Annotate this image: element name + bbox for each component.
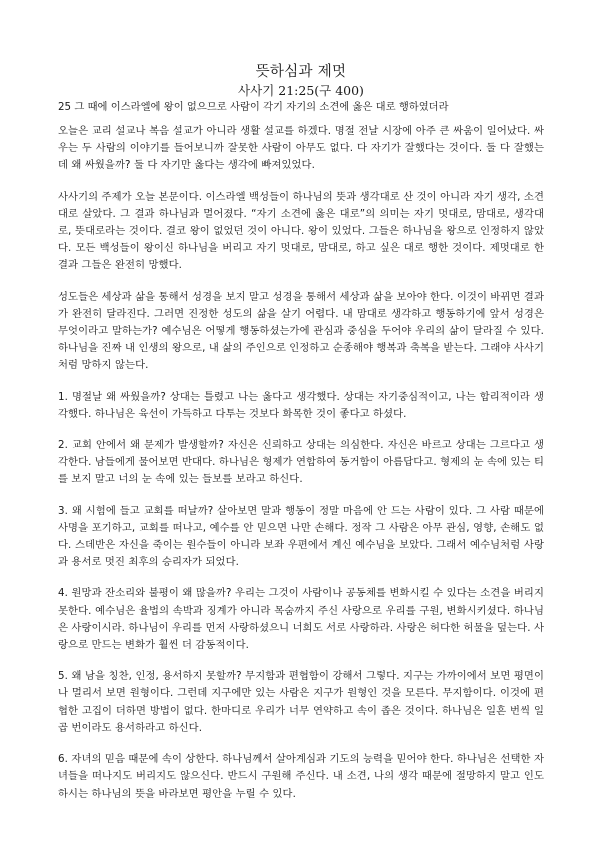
paragraph-point-3: 3. 왜 시험에 들고 교회를 떠날까? 살아보면 말과 행동이 정말 마음에 안 드는 사람이 있다. 그 사람 때문에 사명을 포기하고, 교회를 떠나고, 예수를 안 믿으면 나만 손해다. 정작 그 사람은 아무 관심, 영향, 손해도 없다. 스데반은 자신을 죽이는 원수들이 아니라 보좌 우편에서 계신 예수님을 보았다. 그래서 예수님처럼 사랑과 용서로 멋진 최후의 승리자가 되었다. bbox=[58, 504, 544, 569]
paragraph-scripture-view: 성도들은 세상과 삶을 통해서 성경을 보지 말고 성경을 통해서 세상과 삶을 보아야 한다. 이것이 바뀌면 결과가 완전히 달라진다. 그러면 진정한 성도의 삶을 살기 어렵다. 내 맘대로 생각하고 행동하기에 앞서 성경은 무엇이라고 말하는가? 예수님은 어떻게 행동하셨는가에 관심과 중심을 두어야 우리의 삶이 달라질 수 있다. 하나님을 진짜 내 인생의 왕으로, 내 삶의 주인으로 인정하고 순종해야 행복과 축복을 받는다. 그래야 사사기처럼 망하지 않는다. bbox=[58, 290, 544, 372]
document-page bbox=[58, 62, 544, 817]
paragraph-point-5: 5. 왜 남을 칭찬, 인정, 용서하지 못할까? 무지함과 편협함이 강해서 그렇다. 지구는 가까이에서 보면 평면이나 멀리서 보면 원형이다. 그런데 지구에만 있는 사람은 지구가 원형인 것을 모른다. 무지함이다. 이것에 편협한 고집이 더하면 방법이 없다. 한마디로 우리가 너무 연약하고 속이 좁은 것이다. 하나님은 일흔 번씩 일곱 번이라도 용서하라고 하신다. bbox=[58, 670, 544, 734]
paragraph-theme: 사사기의 주제가 오늘 본문이다. 이스라엘 백성들이 하나님의 뜻과 생각대로 산 것이 아니라 자기 생각, 소견대로 살았다. 그 결과 하나님과 멀어졌다. “자기 소견에 옳은 대로”의 의미는 자기 멋대로, 맘대로, 생각대로, 뜻대로라는 것이다. 결코 왕이 없었던 것이 아니다. 왕이 있었다. 그들은 하나님을 왕으로 인정하지 않았다. 모든 백성들이 왕이신 하나님을 버리고 자기 멋대로, 맘대로, 하고 싶은 대로 행한 것이다. 제멋대로 한 결과 그들은 완전히 망했다. bbox=[58, 190, 544, 272]
sermon-title: 뜻하심과 제멋 bbox=[255, 64, 347, 80]
paragraph-point-4: 4. 원망과 잔소리와 불평이 왜 많을까? 우리는 그것이 사람이나 공동체를 변화시킬 수 있다는 소견을 버리지 못한다. 예수님은 율법의 속박과 징계가 아니라 목숨까지 주신 사랑으로 우리를 구원, 변화시키셨다. 하나님은 사랑이시라. 하나님이 우리를 먼저 사랑하셨으니 너희도 서로 사랑하라. 사랑은 허다한 허물을 덮는다. 사랑으로 만드는 변화가 훨씬 더 감동적이다. bbox=[58, 587, 544, 652]
scripture-reference: 사사기 21:25(구 400) bbox=[238, 83, 364, 98]
paragraph-point-1: 1. 명절날 왜 싸웠을까? 상대는 틀렸고 나는 옳다고 생각했다. 상대는 자기중심적이고, 나는 합리적이라 생각했다. 하나님은 육선이 가득하고 다투는 것보다 화목한 것이 좋다고 하셨다. bbox=[58, 390, 544, 420]
paragraph-intro: 오늘은 교리 설교나 복음 설교가 아니라 생활 설교를 하겠다. 명절 전날 시장에 아주 큰 싸움이 일어났다. 싸우는 두 사람의 이야기를 들어보니까 잘못한 사람이 아무도 없다. 다 자기가 잘했다는 것이다. 둘 다 잘했는데 왜 싸웠을까? 둘 다 자기만 옳다는 생각에 빠져있었다. bbox=[58, 125, 544, 172]
paragraph-point-6: 6. 자녀의 믿음 때문에 속이 상한다. 하나님께서 살아계심과 기도의 능력을 믿어야 한다. 하나님은 선택한 자녀들을 떠나지도 버리지도 않으신다. 반드시 구원해 주신다. 내 소견, 나의 생각 때문에 절망하지 말고 인도하시는 하나님의 뜻을 바라보면 평안을 누릴 수 있다. bbox=[58, 753, 544, 800]
scripture-verse: 25 그 때에 이스라엘에 왕이 없으므로 사람이 각기 자기의 소견에 옳은 대로 행하였더라 bbox=[58, 101, 449, 113]
paragraph-point-2: 2. 교회 안에서 왜 문제가 발생할까? 자신은 신뢰하고 상대는 의심한다. 자신은 바르고 상대는 그르다고 생각한다. 남들에게 물어보면 반대다. 하나님은 형제가 연합하여 동거함이 아름답다고. 형제의 눈 속에 있는 티를 보지 말고 너의 눈 속에 있는 들보를 보라고 하신다. bbox=[58, 439, 544, 486]
